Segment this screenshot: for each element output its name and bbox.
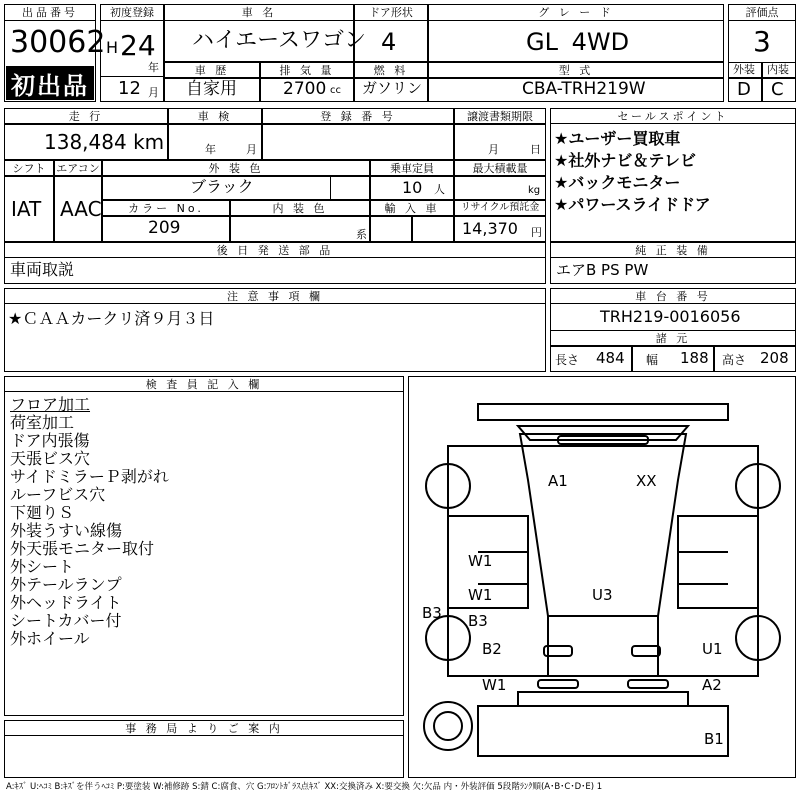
inspector-line: 天張ビス穴 — [10, 449, 91, 468]
transfer-day-unit: 日 — [530, 143, 541, 156]
import-label: 輸 入 車 — [370, 200, 454, 216]
lot-no-label: 出品番号 — [4, 4, 96, 21]
chassis-label: 車 台 番 号 — [550, 288, 796, 304]
capacity-label: 乗車定員 — [370, 160, 454, 176]
inspector-list — [10, 396, 169, 648]
plate-label: 登 録 番 号 — [262, 108, 454, 124]
doors-value: 4 — [381, 28, 397, 56]
insp-year-unit: 年 — [205, 143, 216, 156]
model-label: 車 名 — [164, 4, 354, 21]
import-cell-b — [412, 216, 454, 242]
fuel-label: 燃 料 — [354, 62, 428, 78]
inspector-line: シートカバー付 — [10, 611, 122, 630]
length-label: 長さ — [555, 353, 580, 367]
inspector-line: 外ヘッドライト — [10, 593, 122, 612]
mileage-value: 138,484 km — [44, 130, 165, 154]
color-label: 外 装 色 — [102, 160, 370, 176]
damage-mark-xx: XX — [636, 472, 657, 490]
first-listing-badge: 初出品 — [6, 66, 94, 100]
fuel-value: ガソリン — [362, 79, 423, 97]
ext-grade: D — [737, 79, 751, 100]
inspector-line: 外テールランプ — [10, 575, 122, 594]
damage-mark-u3: U3 — [592, 586, 613, 604]
history-label: 車 歴 — [164, 62, 260, 78]
shift-value: IAT — [11, 197, 42, 221]
inspector-line: 下廻りＳ — [10, 503, 75, 522]
damage-mark-b3a: B3 — [422, 604, 442, 622]
height-value: 208 — [760, 349, 789, 367]
capacity-value: 10 — [402, 178, 423, 197]
sales-point-item: ★バックモニター — [554, 173, 681, 192]
ac-label: エアコン — [54, 160, 102, 176]
width-label: 幅 — [646, 353, 659, 367]
later-parts-value: 車両取説 — [10, 260, 75, 279]
displacement-label: 排 気 量 — [260, 62, 354, 78]
insp-month-unit: 月 — [246, 143, 257, 156]
transfer-label: 譲渡書類期限 — [454, 108, 546, 124]
score-value: 3 — [753, 25, 771, 58]
import-cell-a — [370, 216, 412, 242]
grade-label: グ レ ー ド — [428, 4, 724, 21]
model-name: ハイエースワゴン — [192, 28, 367, 53]
mileage-label: 走 行 — [4, 108, 168, 124]
score-label: 評価点 — [728, 4, 796, 21]
sales-points-list — [554, 128, 711, 216]
sales-point-item: ★パワースライドドア — [554, 195, 711, 214]
legend: A:ｷｽﾞ U:ﾍｺﾐ B:ｷｽﾞを伴うﾍｺﾐ P:要塗装 W:補修跡 S:錆 C:腐食、穴 G:ﾌﾛﾝﾄｶﾞﾗｽ点ｷｽﾞ XX:交換済み X:要交換 欠:欠品 内・外装評価 5段階ﾗﾝｸ順(A･B･C･D･E) 1 — [6, 782, 603, 792]
int-color-cell — [230, 216, 370, 242]
width-value: 188 — [680, 349, 709, 367]
damage-mark-a1: A1 — [548, 472, 568, 490]
later-parts-label: 後 日 発 送 部 品 — [4, 242, 546, 258]
notes-label: 注 意 事 項 欄 — [4, 288, 546, 304]
capacity-unit: 人 — [434, 183, 445, 196]
sales-points-label: セールスポイント — [550, 108, 796, 124]
damage-mark-w1a: W1 — [468, 552, 493, 570]
year-unit: 年 — [148, 61, 159, 74]
damage-mark-b1: B1 — [704, 730, 724, 748]
damage-mark-a2: A2 — [702, 676, 722, 694]
int-color-unit: 系 — [356, 228, 367, 241]
inspector-line: 外ホイール — [10, 629, 90, 648]
int-label: 内装 — [767, 63, 789, 76]
recycle-label: リサイクル預託金 — [454, 200, 546, 216]
damage-mark-w1b: W1 — [468, 586, 493, 604]
inspector-label: 検 査 員 記 入 欄 — [4, 376, 404, 392]
damage-mark-b2: B2 — [482, 640, 502, 658]
color-spacer — [330, 176, 370, 200]
recycle-unit: 円 — [531, 226, 542, 239]
inspector-line: 外装うすい線傷 — [10, 521, 123, 540]
int-color-label: 内 装 色 — [230, 200, 370, 216]
notes-value: ★ＣＡＡカークリ済９月３日 — [8, 309, 215, 328]
sales-point-item: ★ユーザー買取車 — [554, 129, 681, 148]
load-label: 最大積載量 — [454, 160, 546, 176]
color-value: ブラック — [190, 177, 254, 196]
history-value: 自家用 — [186, 79, 237, 99]
displacement-value: 2700 — [283, 79, 327, 99]
color-no-value: 209 — [148, 218, 181, 238]
damage-mark-b3b: B3 — [468, 612, 488, 630]
doors-label: ドア形状 — [354, 4, 428, 21]
inspector-line: フロア加工 — [10, 395, 91, 414]
recycle-value: 14,370 — [462, 219, 518, 238]
chassis-value: TRH219-0016056 — [600, 307, 741, 326]
inspector-line: 外天張モニター取付 — [10, 539, 155, 558]
transfer-month-unit: 月 — [488, 143, 499, 156]
inspector-line: 荷室加工 — [10, 413, 75, 432]
lot-no: 30062 — [10, 25, 106, 60]
month-unit: 月 — [148, 86, 159, 99]
displacement-unit: cc — [330, 85, 341, 96]
reg-year: 24 — [120, 29, 156, 62]
inspector-line: サイドミラーＰ剥がれ — [10, 467, 169, 486]
length-value: 484 — [596, 349, 625, 367]
plate-cell — [262, 124, 454, 160]
equipment-value: エアB PS PW — [556, 261, 649, 279]
shift-label: シフト — [4, 160, 54, 176]
car-diagram — [408, 376, 796, 778]
damage-mark-w1c: W1 — [482, 676, 507, 694]
type-label: 型 式 — [428, 62, 724, 78]
reg-month: 12 — [118, 78, 141, 99]
inspection-label: 車 検 — [168, 108, 262, 124]
int-grade: C — [771, 79, 784, 100]
sales-point-item: ★社外ナビ＆テレビ — [554, 151, 697, 170]
color-no-label: カラー No. — [102, 200, 230, 216]
damage-mark-u1: U1 — [702, 640, 723, 658]
grade-value: GL 4WD — [526, 28, 630, 56]
type-value: CBA-TRH219W — [522, 79, 646, 99]
equipment-label: 純 正 装 備 — [550, 242, 796, 258]
inspector-line: ドア内張傷 — [10, 431, 90, 450]
reg-label: 初度登録 — [100, 4, 164, 21]
height-label: 高さ — [722, 353, 747, 367]
dims-label: 諸 元 — [550, 330, 796, 346]
ext-label: 外装 — [733, 63, 755, 76]
office-label: 事 務 局 よ り ご 案 内 — [4, 720, 404, 736]
load-unit: kg — [528, 185, 541, 196]
ac-value: AAC — [60, 197, 102, 221]
inspector-line: 外シート — [10, 557, 75, 576]
inspector-line: ルーフビス穴 — [10, 485, 106, 504]
reg-era: H — [106, 38, 119, 57]
